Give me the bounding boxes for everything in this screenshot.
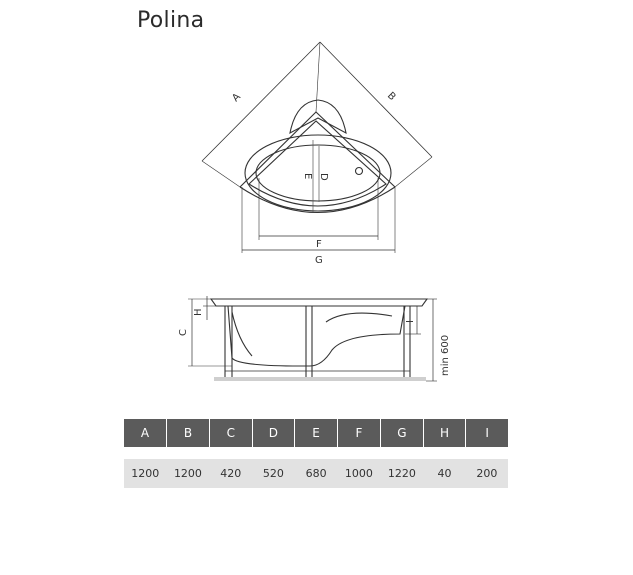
label-min: min 600 (440, 334, 451, 376)
value-cell: 420 (209, 459, 252, 488)
tub-outline-top (240, 112, 395, 187)
spec-table-header (124, 419, 508, 447)
value-cell: 1200 (124, 459, 166, 488)
header-cell: E (295, 419, 338, 447)
top-view (202, 42, 432, 253)
header-cell: A (124, 419, 166, 447)
headrest (290, 100, 346, 133)
label-f: F (316, 239, 322, 250)
product-title: Polina (137, 8, 205, 33)
label-a: A (230, 91, 243, 105)
label-c: C (178, 329, 189, 336)
value-cell: 40 (423, 459, 465, 488)
value-cell: 200 (466, 459, 508, 488)
floor (214, 377, 426, 381)
tub-body (228, 306, 405, 366)
value-cell: 680 (295, 459, 338, 488)
header-cell: C (209, 419, 252, 447)
side-view (188, 296, 437, 381)
value-cell: 1200 (166, 459, 209, 488)
tub-front-arc (240, 187, 395, 213)
header-cell: I (466, 419, 508, 447)
seat-left (232, 312, 252, 356)
header-cell: G (380, 419, 423, 447)
value-cell: 1220 (380, 459, 423, 488)
backrest (326, 313, 392, 322)
basin-outer (245, 135, 391, 211)
label-b: B (384, 90, 398, 103)
label-h: H (193, 308, 204, 316)
header-cell: H (423, 419, 465, 447)
label-g: G (315, 255, 323, 266)
header-cell: D (252, 419, 295, 447)
spec-table (124, 419, 508, 488)
header-cell: F (337, 419, 380, 447)
header-cell: B (166, 419, 209, 447)
drain-icon (356, 168, 363, 175)
value-cell: 1000 (337, 459, 380, 488)
label-e: E (302, 173, 313, 180)
dim-line-a (202, 42, 320, 161)
spec-table-values (124, 459, 508, 488)
label-i: I (405, 320, 416, 323)
label-d: D (318, 173, 329, 181)
value-cell: 520 (252, 459, 295, 488)
rim (211, 299, 427, 306)
inner-rim (249, 121, 386, 206)
